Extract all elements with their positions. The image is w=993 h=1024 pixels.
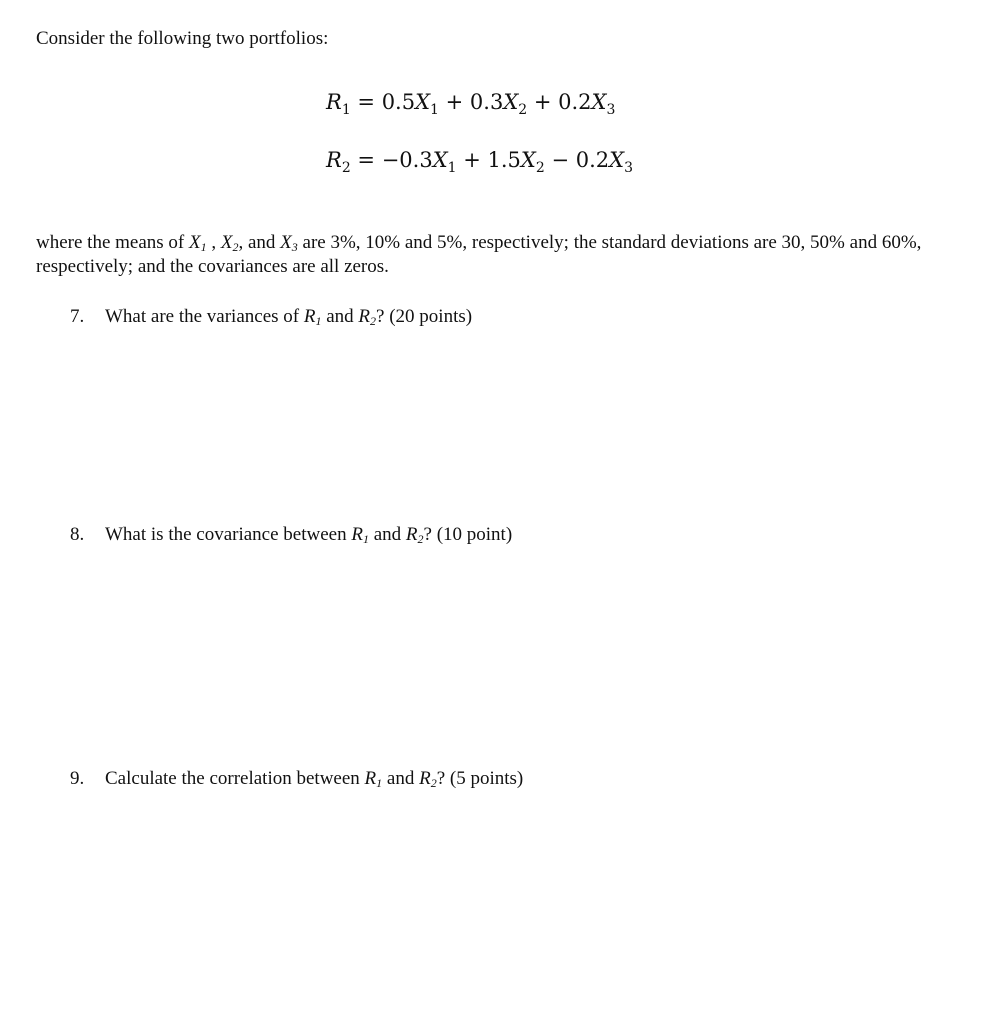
question-8-pre: What is the covariance between: [105, 524, 352, 545]
eq-r1-var1: X: [415, 90, 431, 114]
question-9-pre: Calculate the correlation between: [105, 768, 365, 789]
eq-r2-term1: = −0.3: [357, 148, 433, 172]
eq-r2-var1-sub: 1: [447, 160, 457, 176]
question-8-r2-sub: 2: [417, 532, 424, 546]
eq-r1-var2: X: [503, 90, 519, 114]
answer-space-9: [70, 802, 930, 1002]
eq-r1-lhs-sub: 1: [341, 102, 351, 118]
question-9-r2-sub: 2: [430, 776, 437, 790]
question-8-mid: and: [368, 524, 406, 545]
question-7-r2-sub: 2: [370, 314, 377, 328]
question-7-mid: and: [321, 306, 359, 327]
desc-x1-sub: 1: [200, 240, 207, 254]
question-8-number: 8.: [70, 524, 85, 545]
description-paragraph: [36, 231, 951, 279]
question-9: [70, 767, 523, 791]
desc-x3-sub: 3: [291, 240, 298, 254]
question-8-r1-sub: 1: [362, 532, 369, 546]
intro-text: Consider the following two portfolios:: [36, 28, 329, 49]
desc-part1: where the means of: [36, 232, 189, 253]
desc-x2-sub: 2: [232, 240, 239, 254]
question-8-post: ? (10 point): [423, 524, 513, 545]
answer-space-7: [70, 340, 930, 510]
equation-r1: [326, 88, 615, 116]
desc-x2: X: [220, 232, 233, 253]
question-7-r2: R: [358, 306, 371, 327]
eq-r1-term2: + 0.3: [438, 90, 504, 114]
eq-r2-lhs: R: [326, 148, 342, 172]
eq-r1-term1: = 0.5: [357, 90, 416, 114]
eq-r2-var3-sub: 3: [624, 160, 633, 176]
question-9-post: ? (5 points): [436, 768, 524, 789]
desc-part2: ,: [206, 232, 221, 253]
desc-part4: are 3%, 10% and 5%, respectively; the standard deviations are 30, 50% and 60%, respectively; and the covariances are all zeros.: [36, 232, 922, 277]
eq-r2-lhs-sub: 2: [341, 160, 351, 176]
eq-r2-var3: X: [609, 148, 625, 172]
question-9-r1: R: [364, 768, 377, 789]
eq-r2-term3: − 0.2: [544, 148, 610, 172]
eq-r2-var2-sub: 2: [535, 160, 545, 176]
eq-r1-var3-sub: 3: [606, 102, 616, 118]
eq-r1-var1-sub: 1: [430, 102, 439, 118]
question-7-r1-sub: 1: [315, 314, 322, 328]
eq-r1-term3: + 0.2: [527, 90, 592, 114]
eq-r2-var1: X: [432, 148, 448, 172]
eq-r1-var3: X: [591, 90, 607, 114]
equation-r2: [326, 146, 633, 174]
desc-x3: X: [280, 232, 292, 253]
question-8-r1: R: [351, 524, 363, 545]
question-9-number: 9.: [70, 768, 85, 789]
question-9-r2: R: [419, 768, 431, 789]
eq-r1-var2-sub: 2: [518, 102, 528, 118]
answer-space-8: [70, 558, 930, 753]
desc-x1: X: [189, 232, 201, 253]
eq-r1-lhs: R: [326, 90, 342, 114]
question-7: [70, 305, 472, 329]
question-7-pre: What are the variances of: [105, 306, 304, 327]
question-8: [70, 523, 512, 547]
question-7-r1: R: [303, 306, 316, 327]
question-7-post: ? (20 points): [376, 306, 473, 327]
question-9-r1-sub: 1: [376, 776, 383, 790]
question-7-number: 7.: [70, 306, 85, 327]
question-8-r2: R: [405, 524, 418, 545]
question-9-mid: and: [382, 768, 420, 789]
eq-r2-term2: + 1.5: [456, 148, 521, 172]
desc-part3: , and: [238, 232, 281, 253]
eq-r2-var2: X: [520, 148, 536, 172]
